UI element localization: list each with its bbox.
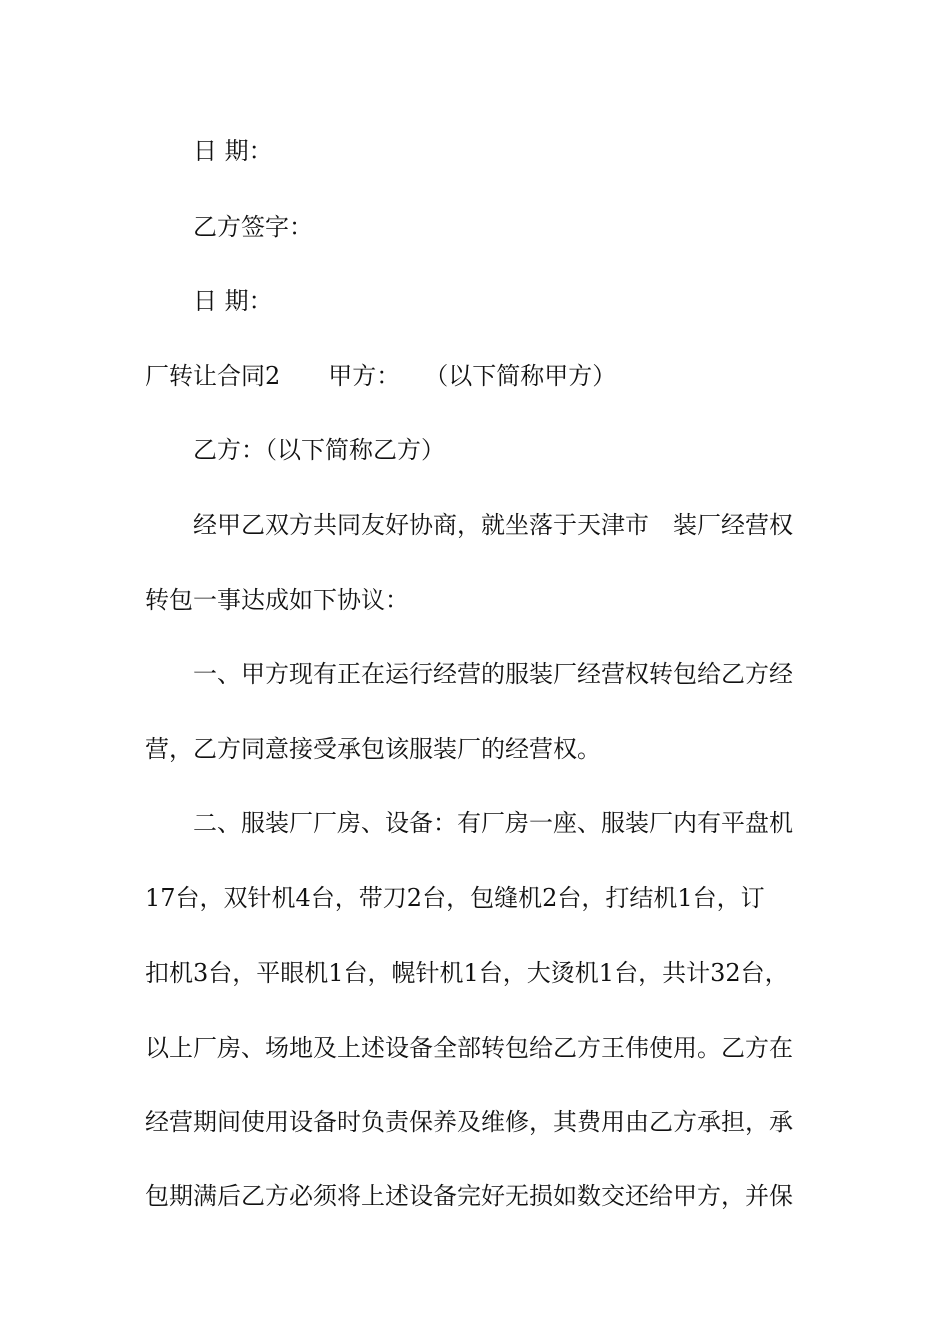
paragraph-line: 17台，双针机4台，带刀2台，包缝机2台，打结机1台，订 xyxy=(145,884,765,912)
paragraph-line: 二、服装厂厂房、设备：有厂房一座、服装厂内有平盘机 xyxy=(193,809,793,837)
paragraph-line: 一、甲方现有正在运行经营的服装厂经营权转包给乙方经 xyxy=(193,660,793,688)
paragraph-line: 转包一事达成如下协议： xyxy=(145,586,409,614)
paragraph-line: 包期满后乙方必须将上述设备完好无损如数交还给甲方，并保 xyxy=(145,1182,793,1210)
paragraph-line: 营，乙方同意接受承包该服装厂的经营权。 xyxy=(145,735,601,763)
party-b-line: 乙方：（以下简称乙方） xyxy=(193,436,445,464)
party-b-signature-line: 乙方签字： xyxy=(193,213,313,241)
contract-title-party-a-line: 厂转让合同2 甲方： （以下简称甲方） xyxy=(145,362,617,390)
date-label-line: 日 期： xyxy=(193,287,273,315)
paragraph-line: 经甲乙双方共同友好协商，就坐落于天津市 装厂经营权 xyxy=(193,511,793,539)
paragraph-line: 扣机3台，平眼机1台，幌针机1台，大烫机1台，共计32台， xyxy=(145,959,789,987)
paragraph-line: 以上厂房、场地及上述设备全部转包给乙方王伟使用。乙方在 xyxy=(145,1034,793,1062)
date-label-line: 日 期： xyxy=(193,137,273,165)
paragraph-line: 经营期间使用设备时负责保养及维修，其费用由乙方承担，承 xyxy=(145,1108,793,1136)
